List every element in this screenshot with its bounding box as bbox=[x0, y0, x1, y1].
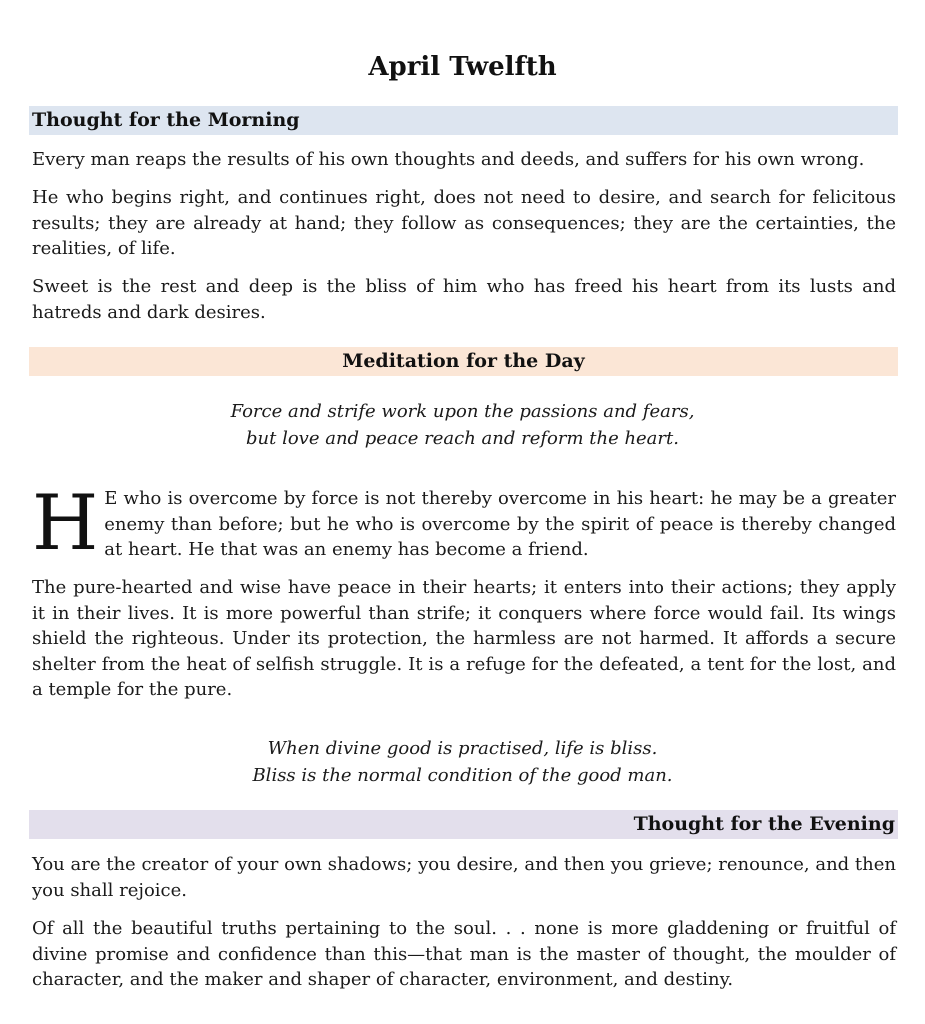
morning-paragraph-3: Sweet is the rest and deep is the bliss of him who has freed his heart from its lusts and hatreds and dark desires. bbox=[32, 276, 896, 323]
evening-paragraph-2: Of all the beautiful truths pertaining to the soul. . . none is more gladdening or fruitful of divine promise and confidence than this—that man is the master of thought, the moulder of character, and the maker and shaper of character, environment, and destiny. bbox=[32, 918, 896, 990]
page-title: April Twelfth bbox=[368, 52, 557, 82]
day-dropcap-paragraph-text: E who is overcome by force is not thereby overcome in his heart: he may be a greater enemy than before; but he who is overcome by the spirit of peace is thereby changed at heart. He that was an enemy has become a friend. bbox=[104, 488, 896, 560]
morning-section-heading: Thought for the Morning bbox=[29, 106, 898, 135]
day-dropcap-paragraph bbox=[32, 478, 896, 567]
evening-paragraph-1: You are the creator of your own shadows; you desire, and then you grieve; renounce, and then you shall rejoice. bbox=[32, 854, 896, 901]
drop-cap-letter: H bbox=[32, 478, 99, 567]
day-closing-quote-line-1: When divine good is practised, life is bliss. bbox=[267, 738, 658, 759]
day-closing-quote-line-2: Bliss is the normal condition of the good man. bbox=[252, 765, 673, 786]
day-section-heading: Meditation for the Day bbox=[29, 347, 898, 376]
morning-paragraph-2: He who begins right, and continues right, does not need to desire, and search for felicitous results; they are already at hand; they follow as consequences; they are the certainties, the realities, of life. bbox=[32, 187, 896, 259]
day-quote-line-1: Force and strife work upon the passions and fears, bbox=[230, 401, 695, 422]
day-paragraph: The pure-hearted and wise have peace in their hearts; it enters into their actions; they apply it in their lives. It is more powerful than strife; it conquers where force would fail. Its wings shield the righteous. Under its protection, the harmless are not harmed. It affords a secure shelter from the heat of selfish struggle. It is a refuge for the defeated, a tent for the lost, and a temple for the pure. bbox=[32, 577, 896, 700]
evening-section-heading: Thought for the Evening bbox=[29, 810, 898, 839]
day-quote-line-2: but love and peace reach and reform the heart. bbox=[246, 428, 679, 449]
morning-paragraph-1: Every man reaps the results of his own thoughts and deeds, and suffers for his own wrong. bbox=[32, 149, 865, 170]
